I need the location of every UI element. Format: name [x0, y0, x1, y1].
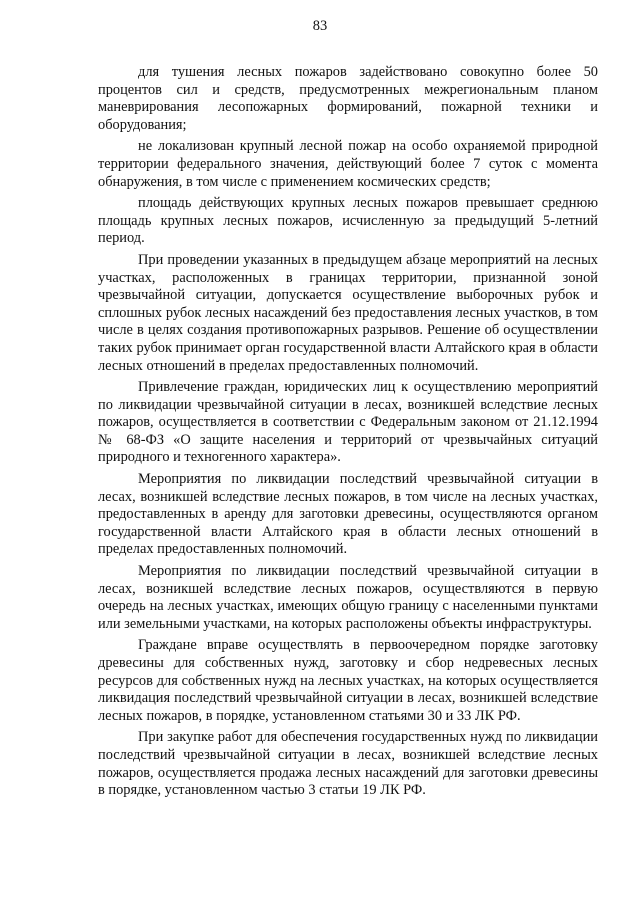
page-number: 83 [312, 18, 328, 34]
paragraph: Привлечение граждан, юридических лиц к осуществлению мероприятий по ликвидации чрезвычайной ситуации в лесах, возникшей вследствие лесных пожаров, осуществляется в соответствии с Федеральным законом от 21.12.1994 № 68-ФЗ «О защите населения и территорий от чрезвычайных ситуаций природного и техногенного характера». [98, 379, 598, 466]
paragraph: При проведении указанных в предыдущем абзаце мероприятий на лесных участках, расположенных в границах территории, признанной зоной чрезвычайной ситуации, допускается осуществление выборочных рубок и сплошных рубок лесных насаждений без предоставления лесных участков, в том числе в целях создания противопожарных разрывов. Решение об осуществлении таких рубок принимает орган государственной власти Алтайского края в области лесных отношений в пределах предоставленных полномочий. [98, 251, 598, 374]
paragraph: для тушения лесных пожаров задействовано совокупно более 50 процентов сил и средств, предусмотренных межрегиональным планом маневрирования лесопожарных формирований, пожарной техники и оборудования; [98, 64, 598, 133]
paragraph: Граждане вправе осуществлять в первоочередном порядке заготовку древесины для собственных нужд, заготовку и сбор недревесных лесных ресурсов для собственных нужд на лесных участках, на которых осуществляется ликвидация последствий чрезвычайной ситуации в лесах, возникшей вследствие лесных пожаров, в порядке, установленном статьями 30 и 33 ЛК РФ. [98, 637, 598, 724]
paragraph: При закупке работ для обеспечения государственных нужд по ликвидации последствий чрезвычайной ситуации в лесах, возникшей вследствие лесных пожаров, осуществляется продажа лесных насаждений для заготовки древесины в порядке, установленном частью 3 статьи 19 ЛК РФ. [98, 729, 598, 799]
paragraph: не локализован крупный лесной пожар на особо охраняемой природной территории федерального значения, действующий более 7 суток с момента обнаружения, в том числе с применением космических средств; [98, 138, 598, 190]
paragraph: Мероприятия по ликвидации последствий чрезвычайной ситуации в лесах, возникшей вследствие лесных пожаров, осуществляются в первую очередь на лесных участках, имеющих общую границу с населенными пунктами или земельными участками, на которых расположены объекты инфраструктуры. [98, 563, 598, 632]
paragraph: Мероприятия по ликвидации последствий чрезвычайной ситуации в лесах, возникшей вследствие лесных пожаров, в том числе на лесных участках, предоставленных в аренду для заготовки древесины, осуществляются органом государственной власти Алтайского края в области лесных отношений в пределах предоставленных полномочий. [98, 471, 598, 558]
document-body [98, 64, 598, 804]
paragraph: площадь действующих крупных лесных пожаров превышает среднюю площадь крупных лесных пожаров, исчисленную за предыдущий 5-летний период. [98, 195, 598, 247]
